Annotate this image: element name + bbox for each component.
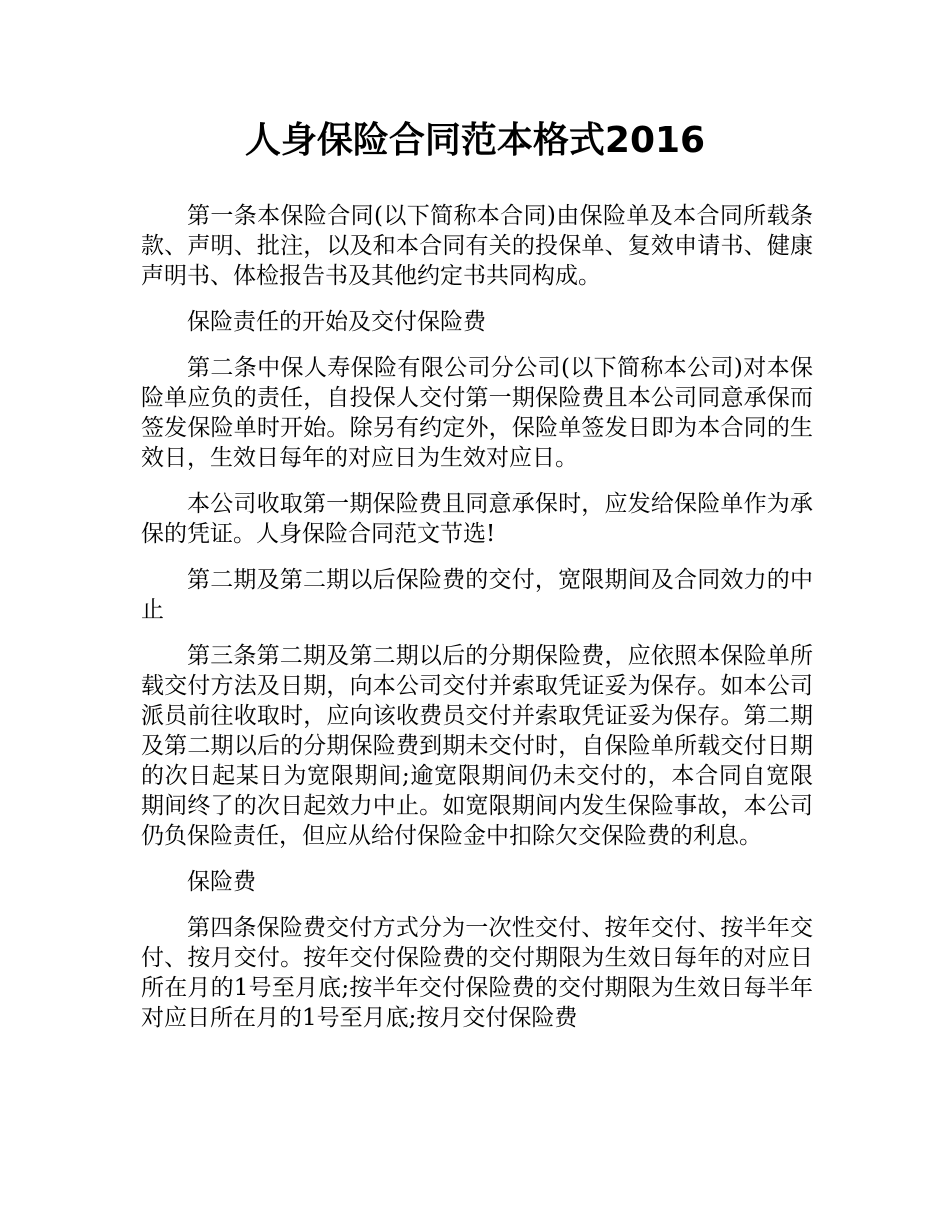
section-heading-coverage-start: 保险责任的开始及交付保险费 <box>187 309 486 335</box>
section-heading-premium: 保险费 <box>187 869 256 895</box>
section-heading-grace-period: 第二期及第二期以后保险费的交付，宽限期间及合同效力的中止 <box>141 567 813 623</box>
article-3-paragraph: 第三条第二期及第二期以后的分期保险费，应依照本保险单所载交付方法及日期，向本公司交付并索取凭证妥为保存。如本公司派员前往收取时，应向该收费员交付并索取凭证妥为保存。第二期及第二期以后的分期保险费到期未交付时，自保险单所载交付日期的次日起某日为宽限期间;逾宽限期间仍未交付的，本合同自宽限期间终了的次日起效力中止。如宽限期间内发生保险事故，本公司仍负保险责任，但应从给付保险金中扣除欠交保险费的利息。 <box>141 643 813 849</box>
document-body <box>141 201 813 1049</box>
article-2-paragraph: 第二条中保人寿保险有限公司分公司(以下简称本公司)对本保险单应负的责任，自投保人交付第一期保险费且本公司同意承保而签发保险单时开始。除另有约定外，保险单签发日即为本合同的生效日，生效日每年的对应日为生效对应日。 <box>141 355 813 471</box>
article-1-paragraph: 第一条本保险合同(以下简称本合同)由保险单及本合同所载条款、声明、批注，以及和本合同有关的投保单、复效申请书、健康声明书、体检报告书及其他约定书共同构成。 <box>141 203 813 289</box>
policy-certificate-paragraph: 本公司收取第一期保险费且同意承保时，应发给保险单作为承保的凭证。人身保险合同范文节选! <box>141 491 813 547</box>
article-4-paragraph: 第四条保险费交付方式分为一次性交付、按年交付、按半年交付、按月交付。按年交付保险费的交付期限为生效日每年的对应日所在月的1号至月底;按半年交付保险费的交付期限为生效日每半年对应日所在月的1号至月底;按月交付保险费 <box>141 915 813 1031</box>
document-title: 人身保险合同范本格式2016 <box>244 120 706 161</box>
